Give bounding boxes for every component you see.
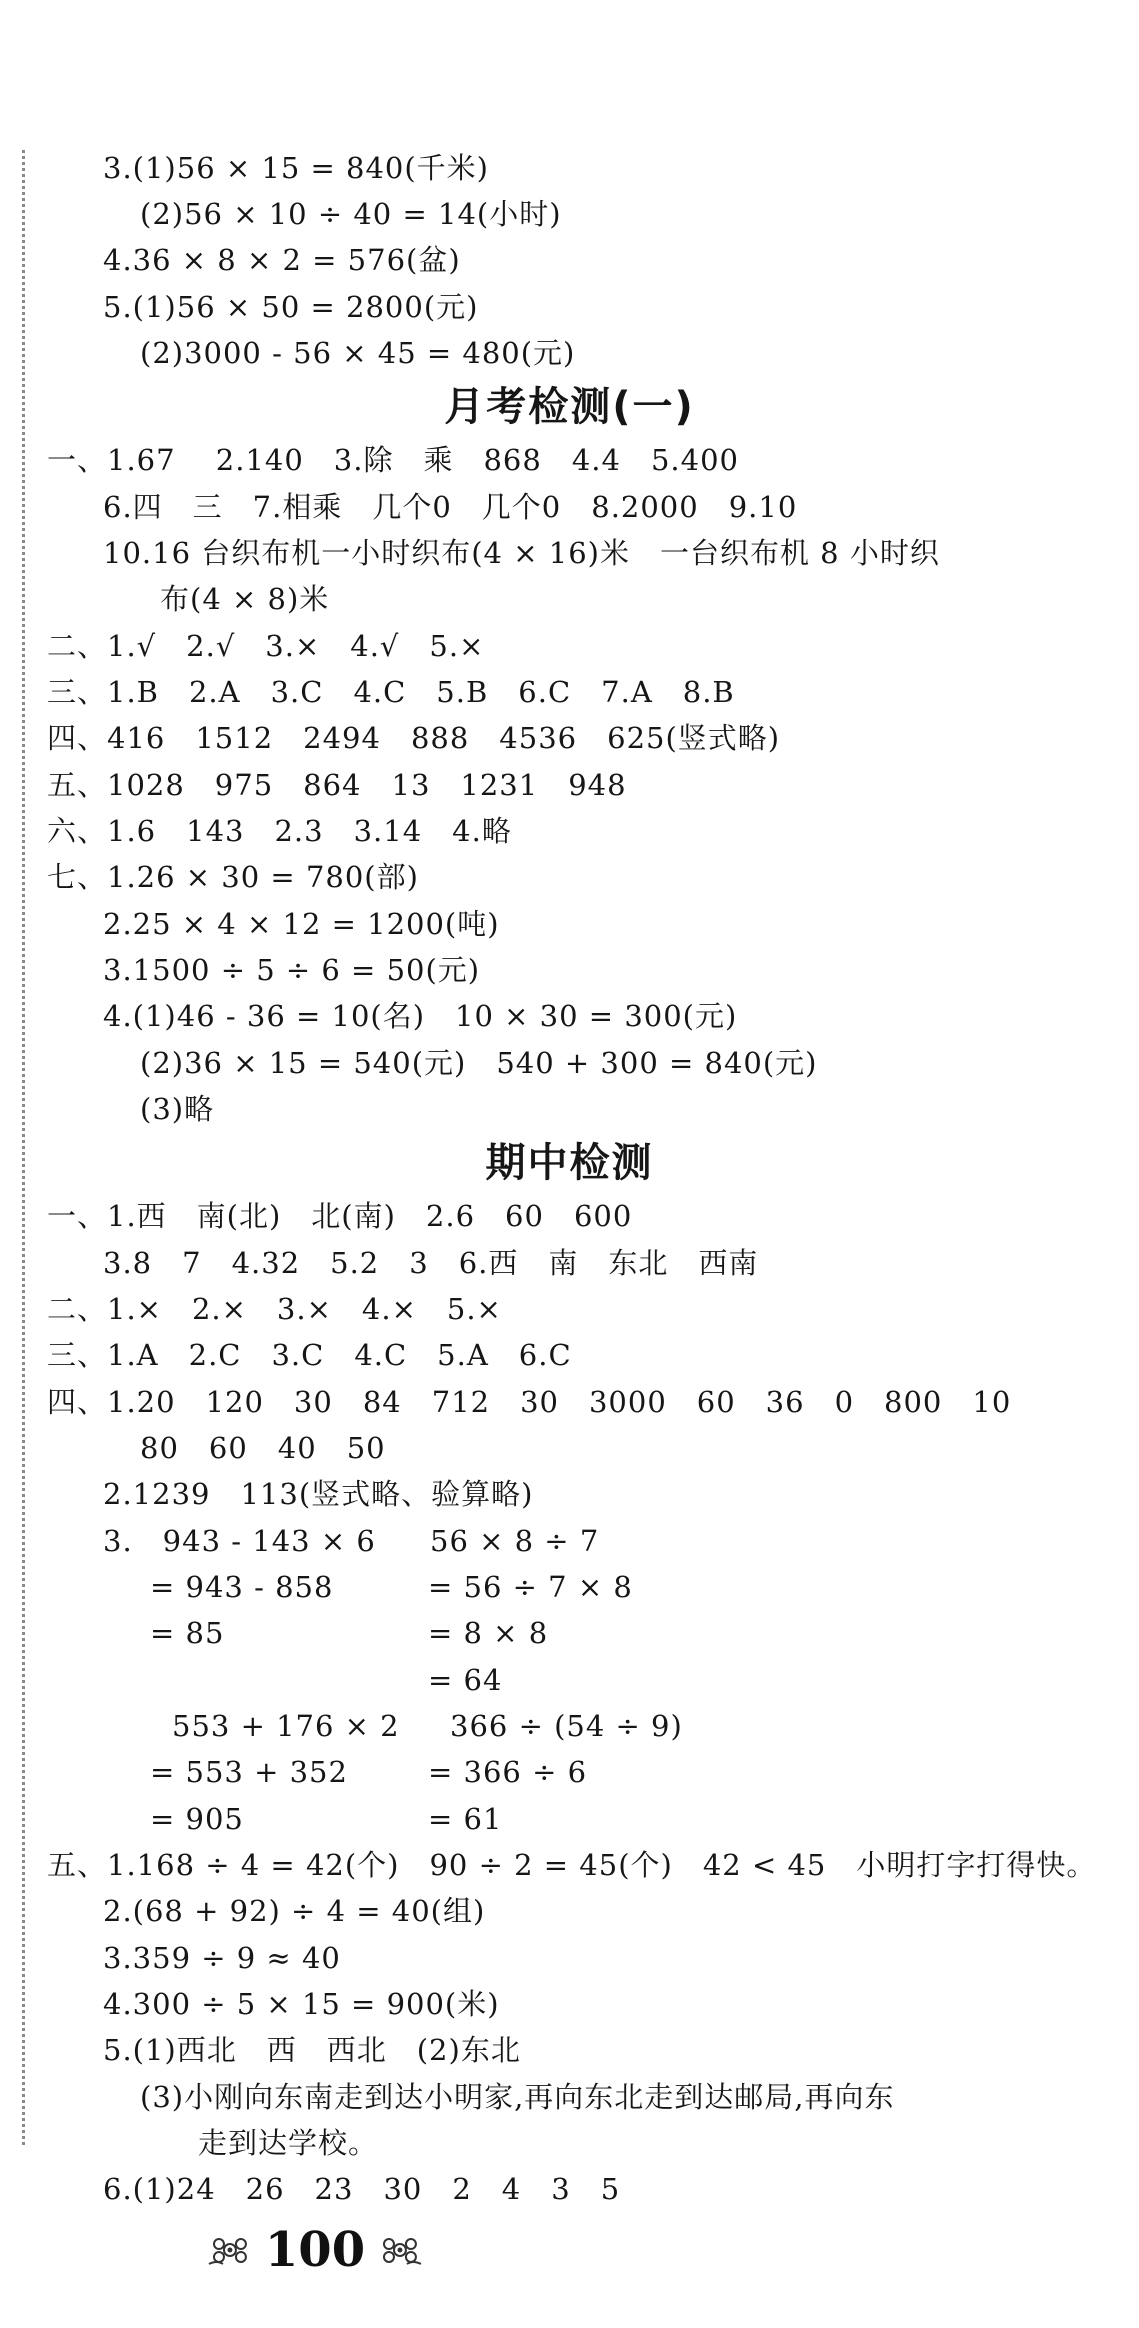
answer-line: 6.四 三 7.相乘 几个0 几个0 8.2000 9.10 xyxy=(103,490,798,524)
calc-line: 56 × 8 ÷ 7 xyxy=(430,1524,600,1558)
section-heading-monthly-test: 月考检测(一) xyxy=(444,384,695,430)
answer-line: 2.25 × 4 × 12 = 1200(吨) xyxy=(103,907,500,941)
section-heading-midterm-test: 期中检测 xyxy=(485,1140,654,1186)
calc-line: = 905 xyxy=(150,1802,244,1836)
calc-line: 553 + 176 × 2 xyxy=(172,1709,400,1743)
answer-line: 3.1500 ÷ 5 ÷ 6 = 50(元) xyxy=(103,953,481,987)
left-flower-ornament-icon xyxy=(205,2230,255,2270)
answer-line: 4.300 ÷ 5 × 15 = 900(米) xyxy=(103,1987,500,2021)
answer-line: 七、1.26 × 30 = 780(部) xyxy=(47,860,419,894)
answer-line: (2)3000 - 56 × 45 = 480(元) xyxy=(140,336,576,370)
answer-line: (3)小刚向东南走到达小明家,再向东北走到达邮局,再向东 xyxy=(140,2080,895,2114)
answer-line: 三、1.B 2.A 3.C 4.C 5.B 6.C 7.A 8.B xyxy=(47,675,735,709)
answer-line: 三、1.A 2.C 3.C 4.C 5.A 6.C xyxy=(47,1338,572,1372)
page-number-footer xyxy=(205,2215,425,2285)
answer-line: 六、1.6 143 2.3 3.14 4.略 xyxy=(47,814,512,848)
answer-line: 二、1.√ 2.√ 3.× 4.√ 5.× xyxy=(47,629,485,663)
calc-line: = 366 ÷ 6 xyxy=(428,1755,588,1789)
answer-line: 4.(1)46 - 36 = 10(名) 10 × 30 = 300(元) xyxy=(103,999,738,1033)
calc-line: = 553 + 352 xyxy=(150,1755,348,1789)
calc-line: = 56 ÷ 7 × 8 xyxy=(428,1570,633,1604)
calc-line: = 64 xyxy=(428,1663,503,1697)
calc-line: = 8 × 8 xyxy=(428,1616,549,1650)
answer-line: 3.(1)56 × 15 = 840(千米) xyxy=(103,151,490,185)
answer-line: 6.(1)24 26 23 30 2 4 3 5 xyxy=(103,2172,621,2206)
answer-line: 二、1.× 2.× 3.× 4.× 5.× xyxy=(47,1292,502,1326)
right-flower-ornament-icon xyxy=(375,2230,425,2270)
answer-line: 5.(1)56 × 50 = 2800(元) xyxy=(103,290,479,324)
answer-line: 10.16 台织布机一小时织布(4 × 16)米 一台织布机 8 小时织 xyxy=(103,536,940,570)
answer-line: (2)56 × 10 ÷ 40 = 14(小时) xyxy=(140,197,562,231)
answer-line: 一、1.西 南(北) 北(南) 2.6 60 600 xyxy=(47,1199,633,1233)
answer-line: 2.(68 + 92) ÷ 4 = 40(组) xyxy=(103,1894,486,1928)
answer-line: 3.359 ÷ 9 ≈ 40 xyxy=(103,1941,341,1975)
answer-line: (3)略 xyxy=(140,1092,215,1126)
answer-line: 四、1.20 120 30 84 712 30 3000 60 36 0 800 10 xyxy=(47,1385,1012,1419)
answer-line: 走到达学校。 xyxy=(198,2126,379,2160)
answer-line: 80 60 40 50 xyxy=(140,1431,386,1465)
answer-line: 五、1028 975 864 13 1231 948 xyxy=(47,768,627,802)
answer-line: 布(4 × 8)米 xyxy=(160,582,330,616)
calc-line: 366 ÷ (54 ÷ 9) xyxy=(450,1709,683,1743)
page-number: 100 xyxy=(264,2222,366,2278)
answer-line: 一、1.67 2.140 3.除 乘 868 4.4 5.400 xyxy=(47,443,739,477)
calc-line: = 85 xyxy=(150,1616,225,1650)
answer-line: 五、1.168 ÷ 4 = 42(个) 90 ÷ 2 = 45(个) 42 < 45 小明打字打得快。 xyxy=(47,1848,1097,1882)
answer-line: 5.(1)西北 西 西北 (2)东北 xyxy=(103,2033,521,2067)
calc-line: = 943 - 858 xyxy=(150,1570,334,1604)
calc-line: 3. 943 - 143 × 6 xyxy=(103,1524,376,1558)
answer-line: 四、416 1512 2494 888 4536 625(竖式略) xyxy=(47,721,781,755)
answer-line: 4.36 × 8 × 2 = 576(盆) xyxy=(103,243,461,277)
answer-line: 2.1239 113(竖式略、验算略) xyxy=(103,1477,534,1511)
answer-line: (2)36 × 15 = 540(元) 540 + 300 = 840(元) xyxy=(140,1046,818,1080)
calc-line: = 61 xyxy=(428,1802,503,1836)
answer-line: 3.8 7 4.32 5.2 3 6.西 南 东北 西南 xyxy=(103,1246,759,1280)
